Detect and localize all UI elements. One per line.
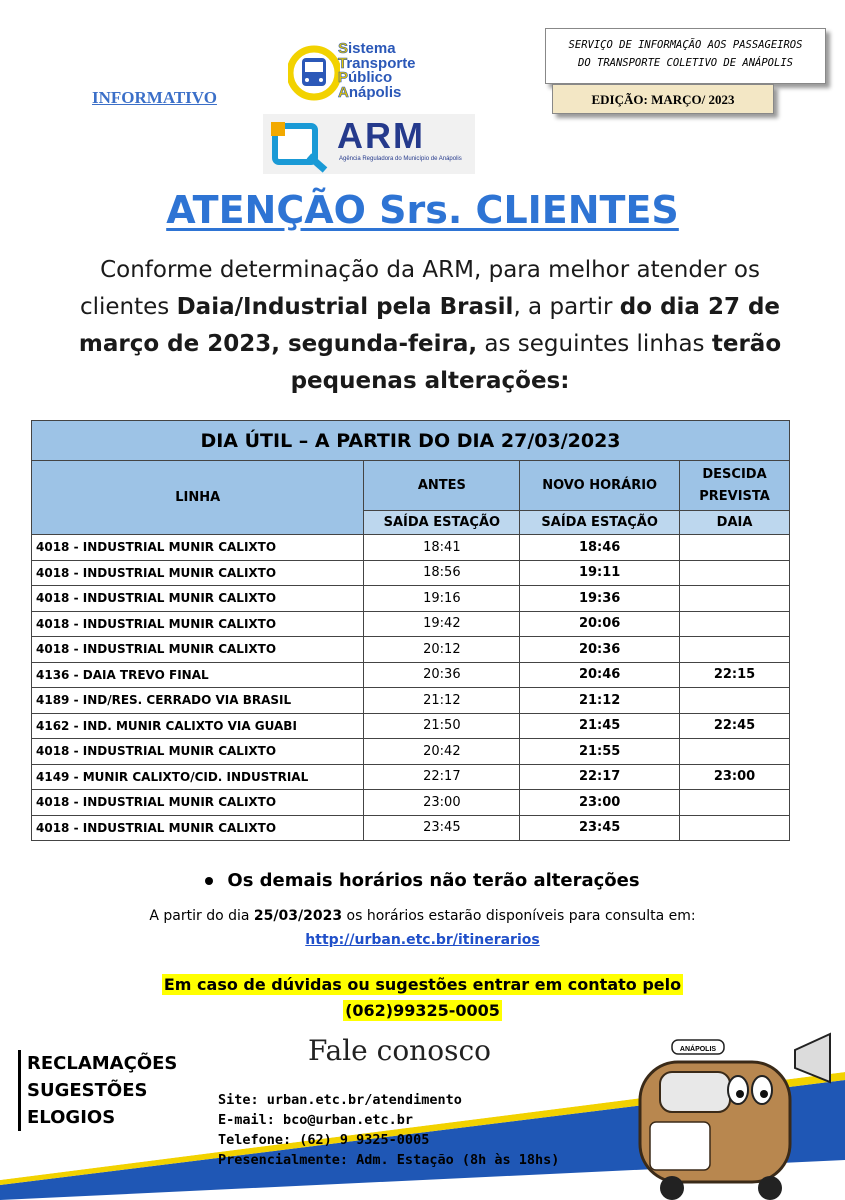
cell-linha: 4149 - MUNIR CALIXTO/CID. INDUSTRIAL	[32, 764, 364, 790]
cell-novo: 18:46	[520, 535, 680, 561]
col-novo: NOVO HORÁRIO	[520, 461, 680, 511]
cell-novo: 20:36	[520, 637, 680, 663]
presencial-line: Presencialmente: Adm. Estação (8h às 18hs)	[218, 1152, 560, 1168]
cell-antes: 18:41	[364, 535, 520, 561]
stpa-logo	[288, 40, 468, 106]
table-row	[32, 764, 790, 790]
informativo-label: INFORMATIVO	[92, 88, 217, 107]
cell-linha: 4018 - INDUSTRIAL MUNIR CALIXTO	[32, 611, 364, 637]
contact-lines	[218, 1090, 559, 1170]
site-line[interactable]: Site: urban.etc.br/atendimento	[218, 1092, 462, 1108]
table-row	[32, 637, 790, 663]
cell-novo: 19:36	[520, 586, 680, 612]
cell-antes: 23:00	[364, 790, 520, 816]
cell-linha: 4018 - INDUSTRIAL MUNIR CALIXTO	[32, 790, 364, 816]
table-row	[32, 739, 790, 765]
intro-paragraph: Conforme determinação da ARM, para melhor atender os clientes Daia/Industrial pela Brasil, a partir do dia 27 de março de 2023, segunda-feira, as seguintes linhas terão pequenas alterações:	[78, 257, 782, 394]
cell-novo: 19:11	[520, 560, 680, 586]
cell-descida: 22:15	[680, 662, 790, 688]
itinerarios-link[interactable]: http://urban.etc.br/itinerarios	[305, 932, 540, 948]
cell-antes: 21:12	[364, 688, 520, 714]
cell-novo: 21:45	[520, 713, 680, 739]
cell-linha: 4136 - DAIA TREVO FINAL	[32, 662, 364, 688]
fale-conosco-heading: Fale conosco	[308, 1034, 491, 1067]
bullet-dot-icon	[205, 877, 213, 885]
col-linha: LINHA	[32, 461, 364, 535]
cell-linha: 4018 - INDUSTRIAL MUNIR CALIXTO	[32, 637, 364, 663]
table-row	[32, 790, 790, 816]
feedback-types: RECLAMAÇÕES SUGESTÕES ELOGIOS	[18, 1050, 177, 1131]
table-row	[32, 688, 790, 714]
cell-antes: 20:36	[364, 662, 520, 688]
cell-linha: 4018 - INDUSTRIAL MUNIR CALIXTO	[32, 586, 364, 612]
col-descida: DESCIDA PREVISTA	[680, 461, 790, 511]
arm-magnifier-icon	[265, 114, 335, 174]
cell-descida	[680, 611, 790, 637]
cell-linha: 4018 - INDUSTRIAL MUNIR CALIXTO	[32, 560, 364, 586]
table-row	[32, 535, 790, 561]
cell-novo: 21:55	[520, 739, 680, 765]
cell-antes: 20:12	[364, 637, 520, 663]
phone-line: Telefone: (62) 9 9325-0005	[218, 1132, 430, 1148]
col-antes: ANTES	[364, 461, 520, 511]
cell-antes: 18:56	[364, 560, 520, 586]
cell-linha: 4018 - INDUSTRIAL MUNIR CALIXTO	[32, 815, 364, 841]
cell-novo: 22:17	[520, 764, 680, 790]
service-info-box: SERVIÇO DE INFORMAÇÃO AOS PASSAGEIROS DO TRANSPORTE COLETIVO DE ANÁPOLIS	[545, 28, 826, 84]
sub-descida: DAIA	[680, 511, 790, 535]
cell-linha: 4018 - INDUSTRIAL MUNIR CALIXTO	[32, 739, 364, 765]
cell-antes: 20:42	[364, 739, 520, 765]
table-row	[32, 611, 790, 637]
cell-novo: 20:46	[520, 662, 680, 688]
cell-novo: 23:00	[520, 790, 680, 816]
cell-descida	[680, 739, 790, 765]
table-row	[32, 586, 790, 612]
cell-antes: 23:45	[364, 815, 520, 841]
table-row	[32, 815, 790, 841]
cell-descida	[680, 688, 790, 714]
schedule-table	[31, 420, 790, 841]
table-row	[32, 713, 790, 739]
cell-descida: 22:45	[680, 713, 790, 739]
email-line[interactable]: E-mail: bco@urban.etc.br	[218, 1112, 414, 1128]
bus-logo-icon	[288, 40, 340, 106]
cell-descida: 23:00	[680, 764, 790, 790]
cell-descida	[680, 586, 790, 612]
sub-antes: SAÍDA ESTAÇÃO	[364, 511, 520, 535]
cell-novo: 21:12	[520, 688, 680, 714]
cell-novo: 23:45	[520, 815, 680, 841]
contact-highlight: Em caso de dúvidas ou sugestões entrar em contato pelo (062)99325-0005	[163, 975, 682, 1020]
cell-descida	[680, 535, 790, 561]
page-title: ATENÇÃO Srs. CLIENTES	[166, 188, 679, 232]
cell-antes: 22:17	[364, 764, 520, 790]
arm-logo: ARM Agência Reguladora do Município de Anápolis	[263, 114, 475, 174]
cell-antes: 19:16	[364, 586, 520, 612]
stpa-wordmark: Sistema Transporte Público Anápolis	[338, 40, 416, 101]
edition-badge: EDIÇÃO: MARÇO/ 2023	[552, 84, 774, 114]
cell-linha: 4189 - IND/RES. CERRADO VIA BRASIL	[32, 688, 364, 714]
note-bullet: Os demais horários não terão alterações	[0, 870, 845, 891]
cell-linha: 4018 - INDUSTRIAL MUNIR CALIXTO	[32, 535, 364, 561]
sub-novo: SAÍDA ESTAÇÃO	[520, 511, 680, 535]
footer-banner	[0, 1010, 845, 1200]
cell-novo: 20:06	[520, 611, 680, 637]
cell-antes: 19:42	[364, 611, 520, 637]
availability-note: A partir do dia 25/03/2023 os horários estarão disponíveis para consulta em:	[149, 908, 696, 924]
cell-descida	[680, 637, 790, 663]
bus-label: ANÁPOLIS	[679, 1046, 717, 1053]
cell-descida	[680, 560, 790, 586]
cell-antes: 21:50	[364, 713, 520, 739]
table-caption: DIA ÚTIL – A PARTIR DO DIA 27/03/2023	[32, 421, 790, 461]
cell-descida	[680, 815, 790, 841]
cell-linha: 4162 - IND. MUNIR CALIXTO VIA GUABI	[32, 713, 364, 739]
cell-descida	[680, 790, 790, 816]
table-row	[32, 560, 790, 586]
table-row	[32, 662, 790, 688]
